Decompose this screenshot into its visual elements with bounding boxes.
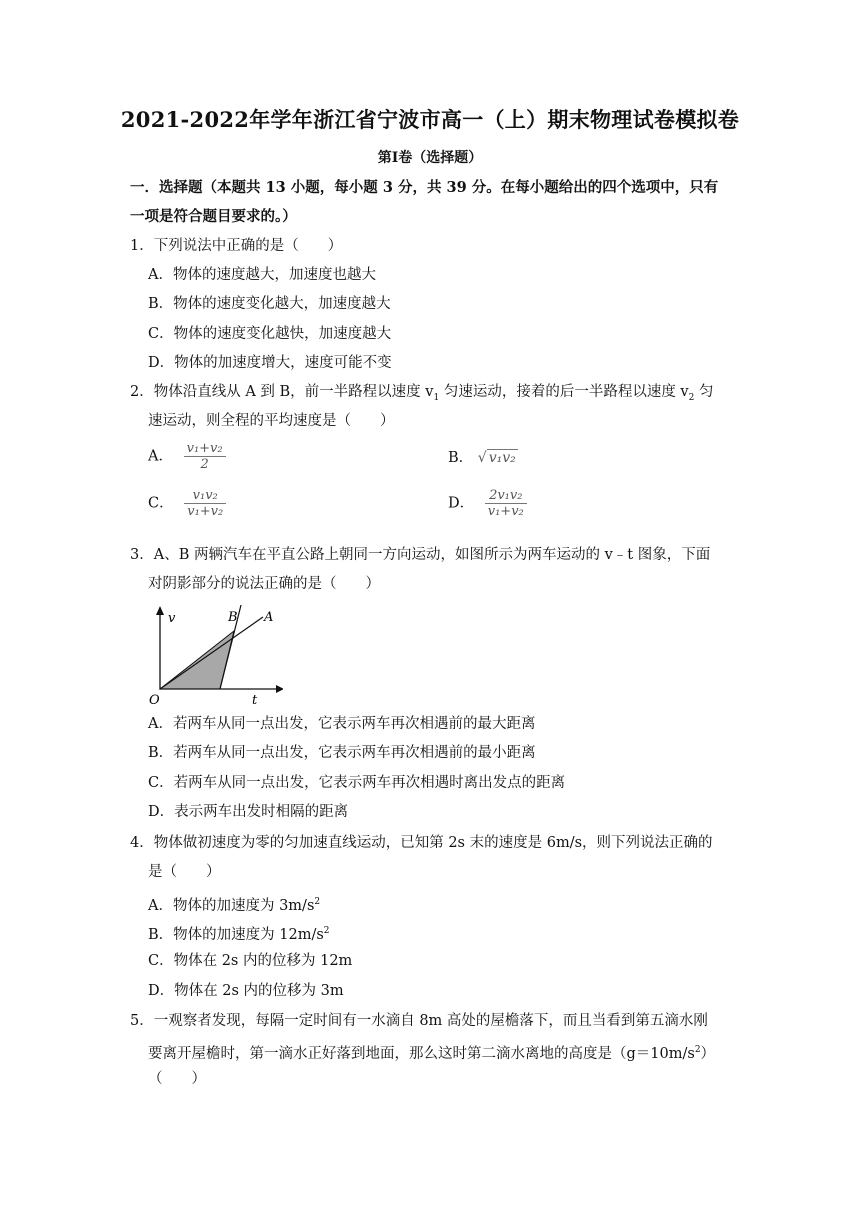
- t-axis-arrow: [276, 685, 283, 693]
- q2-option-a: A． $\frac{\text{v₁+v₂}}{2}$: [148, 441, 226, 472]
- q1-option-c: C．物体的速度变化越快，加速度越大: [148, 326, 392, 342]
- q2-option-b: B． √ v₁v₂: [448, 450, 516, 466]
- q2-stem-line1: 2．物体沿直线从 A 到 B，前一半路程以速度 $v_1$ 匀速运动，接着的后一半路程以速度 $v_2$ 匀: [130, 384, 714, 403]
- exam-title: 2021-2022年学年浙江省宁波市高一（上）期末物理试卷模拟卷: [120, 107, 740, 132]
- q5-stem-line3: （ ）: [148, 1071, 206, 1087]
- line-b-label: B: [228, 610, 238, 625]
- q2-stem-line2: 速运动，则全程的平均速度是（ ）: [148, 413, 395, 429]
- q1-option-d: D．物体的加速度增大，速度可能不变: [148, 355, 392, 371]
- t-axis-label: t: [252, 693, 258, 708]
- q5-stem-line1: 5．一观察者发现，每隔一定时间有一水滴自 8m 高处的屋檐落下，而且当看到第五滴水刚: [130, 1013, 708, 1029]
- q3-option-c: C．若两车从同一点出发，它表示两车再次相遇时离出发点的距离: [148, 775, 566, 791]
- q2-option-c: C． $\frac{\text{v₁v₂}}{\text{v₁+v₂}}$: [148, 488, 226, 519]
- origin-label: O: [149, 693, 160, 708]
- q3-option-b: B．若两车从同一点出发，它表示两车再次相遇前的最小距离: [148, 745, 536, 761]
- section-subtitle: 第Ⅰ卷（选择题）: [377, 150, 483, 166]
- q5-stem-line2: 要离开屋檐时，第一滴水正好落到地面，那么这时第二滴水离地的高度是$(g=10m/s^2)$: [148, 1045, 716, 1062]
- q1-option-b: B．物体的速度变化越大，加速度越大: [148, 296, 391, 312]
- q4-option-a: A．物体的加速度为 $3m/s^2$: [148, 897, 321, 914]
- q3-option-d: D．表示两车出发时相隔的距离: [148, 804, 349, 820]
- shaded-area: [160, 631, 234, 689]
- q1-stem: 1．下列说法中正确的是（ ）: [130, 238, 343, 254]
- vt-graph: [148, 605, 283, 710]
- q3-stem-line1: 3．A、B 两辆汽车在平直公路上朝同一方向运动，如图所示为两车运动的 v﹣t 图象，下面: [130, 547, 711, 563]
- line-a-label: A: [264, 610, 274, 625]
- q3-stem-line2: 对阴影部分的说法正确的是（ ）: [148, 576, 380, 592]
- v-axis-arrow: [156, 606, 164, 615]
- q2-option-d: D． $\frac{\text{2v₁v₂}}{\text{v₁+v₂}}$: [448, 488, 527, 519]
- q4-stem-line2: 是（ ）: [148, 864, 221, 880]
- section-instructions-line2: 一项是符合题目要求的。）: [130, 208, 297, 225]
- q4-option-d: D．物体在 2s 内的位移为 3m: [148, 983, 344, 999]
- v-axis-label: v: [168, 611, 176, 626]
- q4-option-c: C．物体在 2s 内的位移为 12m: [148, 953, 353, 969]
- q1-option-a: A．物体的速度越大，加速度也越大: [148, 267, 376, 283]
- q4-option-b: B．物体的加速度为 $12m/s^2$: [148, 926, 330, 943]
- section-instructions-line1: 一．选择题（本题共 13 小题，每小题 3 分，共 39 分。在每小题给出的四个选项中，只有: [130, 179, 719, 196]
- q4-stem-line1: 4．物体做初速度为零的匀加速直线运动，已知第 2s 末的速度是 6m/s，则下列说法正确的: [130, 835, 713, 851]
- q3-option-a: A．若两车从同一点出发，它表示两车再次相遇前的最大距离: [148, 716, 536, 732]
